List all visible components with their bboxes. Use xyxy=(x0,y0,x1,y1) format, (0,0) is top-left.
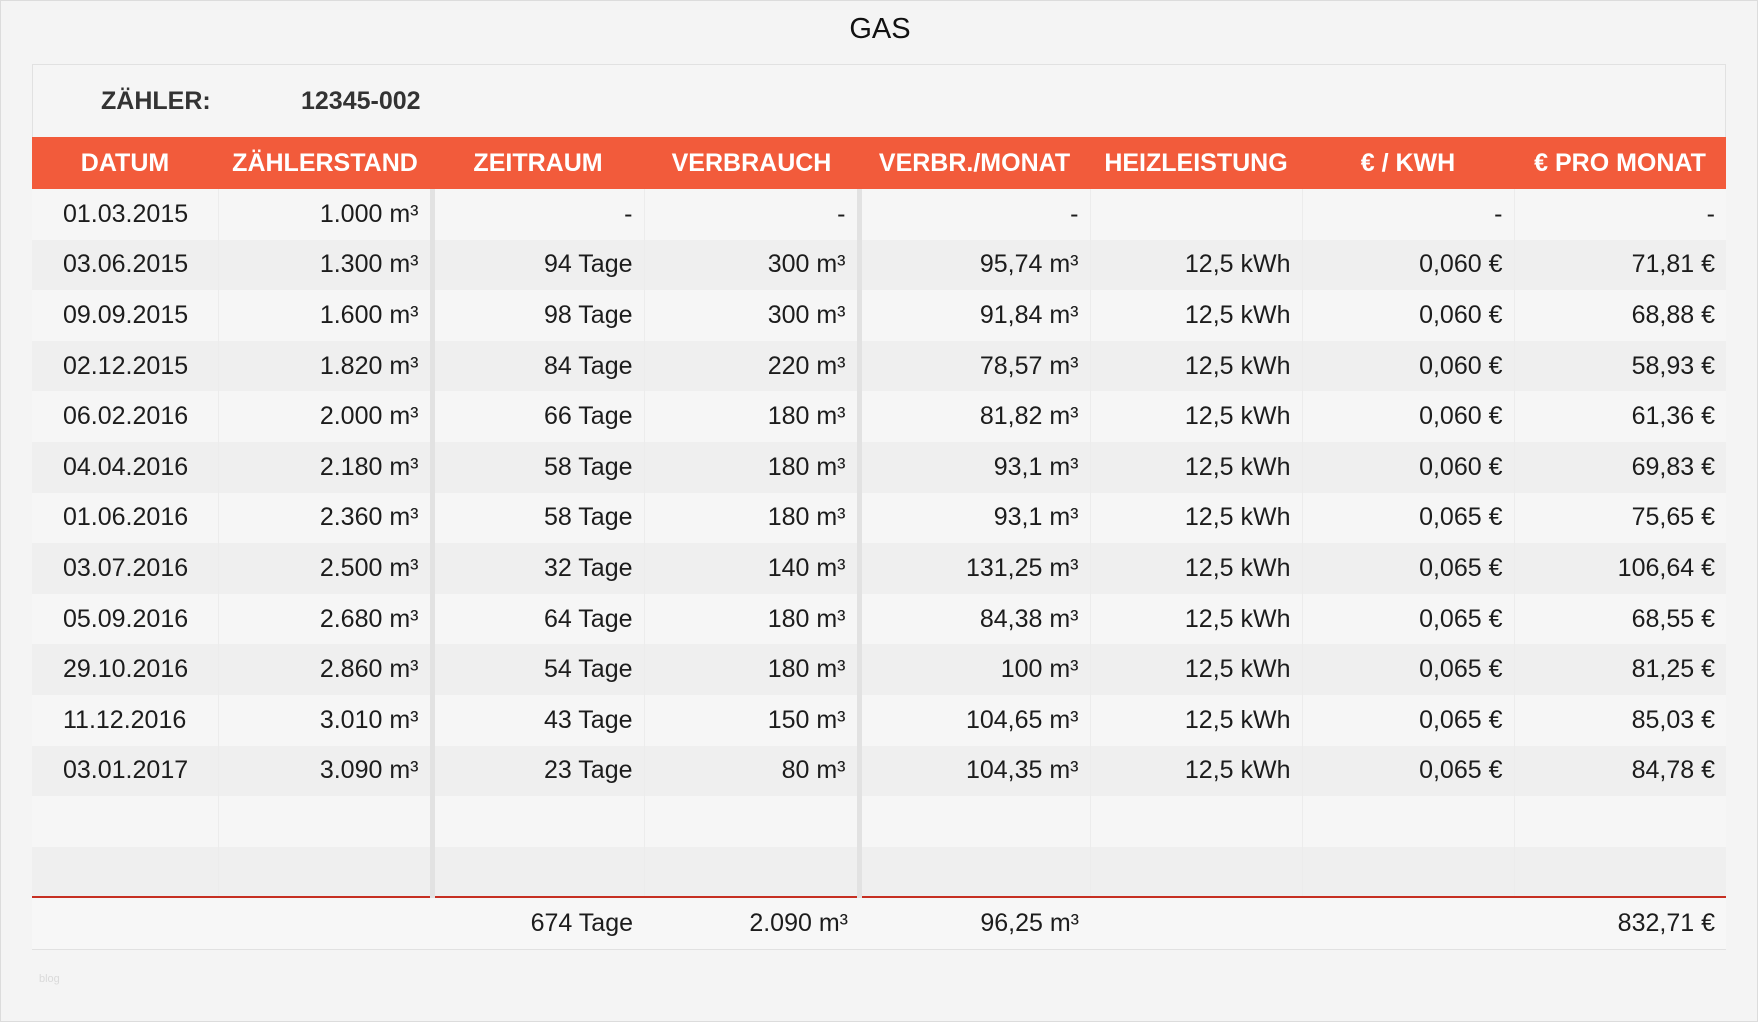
table-header xyxy=(32,137,1726,189)
totals-cell[interactable] xyxy=(218,897,432,949)
table-body xyxy=(32,189,1726,897)
cell-zaehlerstand[interactable]: 3.090 m³ xyxy=(218,746,432,797)
cell-datum[interactable]: 04.04.2016 xyxy=(32,442,218,493)
cell-heizleistung[interactable]: 12,5 kWh xyxy=(1090,240,1302,291)
cell-euro-pro-monat[interactable]: 85,03 € xyxy=(1514,695,1726,746)
cell-zaehlerstand[interactable]: 2.000 m³ xyxy=(218,391,432,442)
cell-datum[interactable]: 02.12.2015 xyxy=(32,341,218,392)
cell-zeitraum[interactable]: 98 Tage xyxy=(432,290,644,341)
cell-zeitraum[interactable]: 58 Tage xyxy=(432,493,644,544)
cell-zeitraum[interactable]: 23 Tage xyxy=(432,746,644,797)
cell-verbrauch-monat[interactable]: 131,25 m³ xyxy=(859,543,1090,594)
cell-heizleistung[interactable]: 12,5 kWh xyxy=(1090,442,1302,493)
cell-zeitraum[interactable]: 32 Tage xyxy=(432,543,644,594)
cell-euro-per-kwh[interactable]: 0,065 € xyxy=(1302,746,1514,797)
table-totals xyxy=(32,897,1726,949)
cell-euro-pro-monat[interactable]: 68,88 € xyxy=(1514,290,1726,341)
cell-zaehlerstand[interactable]: 1.000 m³ xyxy=(218,189,432,240)
cell-euro-per-kwh[interactable] xyxy=(1302,847,1514,898)
cell-datum[interactable]: 09.09.2015 xyxy=(32,290,218,341)
cell-zeitraum[interactable]: 54 Tage xyxy=(432,644,644,695)
cell-heizleistung[interactable] xyxy=(1090,189,1302,240)
meter-number: 12345-002 xyxy=(301,87,421,115)
cell-verbrauch[interactable]: 80 m³ xyxy=(644,746,859,797)
cell-euro-pro-monat[interactable] xyxy=(1514,796,1726,847)
cell-verbrauch-monat[interactable]: - xyxy=(859,189,1090,240)
cell-zeitraum[interactable]: 64 Tage xyxy=(432,594,644,645)
cell-datum[interactable]: 03.07.2016 xyxy=(32,543,218,594)
cell-heizleistung[interactable]: 12,5 kWh xyxy=(1090,290,1302,341)
cell-verbrauch[interactable]: 180 m³ xyxy=(644,442,859,493)
cell-zaehlerstand[interactable]: 1.820 m³ xyxy=(218,341,432,392)
cell-euro-pro-monat[interactable]: 58,93 € xyxy=(1514,341,1726,392)
cell-zeitraum[interactable] xyxy=(432,847,644,898)
cell-verbrauch[interactable]: 180 m³ xyxy=(644,391,859,442)
column-header-verbrauch-monat[interactable]: VERBR./MONAT xyxy=(859,137,1090,189)
cell-euro-per-kwh[interactable]: 0,060 € xyxy=(1302,442,1514,493)
table-row xyxy=(32,493,1726,544)
table-row xyxy=(32,796,1726,847)
table-row xyxy=(32,442,1726,493)
cell-verbrauch[interactable]: - xyxy=(644,189,859,240)
meter-label: ZÄHLER: xyxy=(101,87,211,115)
cell-datum[interactable] xyxy=(32,796,218,847)
cell-heizleistung[interactable]: 12,5 kWh xyxy=(1090,746,1302,797)
cell-euro-pro-monat[interactable]: 81,25 € xyxy=(1514,644,1726,695)
header-row xyxy=(32,137,1726,189)
totals-cell[interactable] xyxy=(1302,897,1514,949)
totals-cell-euro-pro-monat[interactable]: 832,71 € xyxy=(1514,897,1726,949)
cell-zeitraum[interactable]: 66 Tage xyxy=(432,391,644,442)
cell-euro-per-kwh[interactable]: - xyxy=(1302,189,1514,240)
cell-datum[interactable]: 01.03.2015 xyxy=(32,189,218,240)
cell-zaehlerstand[interactable]: 3.010 m³ xyxy=(218,695,432,746)
table-row xyxy=(32,240,1726,291)
cell-verbrauch-monat[interactable]: 84,38 m³ xyxy=(859,594,1090,645)
table-row xyxy=(32,644,1726,695)
cell-heizleistung[interactable] xyxy=(1090,796,1302,847)
cell-euro-per-kwh[interactable]: 0,060 € xyxy=(1302,290,1514,341)
totals-cell-verbrauch[interactable]: 2.090 m³ xyxy=(644,897,859,949)
cell-verbrauch-monat[interactable]: 93,1 m³ xyxy=(859,493,1090,544)
cell-verbrauch-monat[interactable]: 93,1 m³ xyxy=(859,442,1090,493)
cell-euro-pro-monat[interactable]: 61,36 € xyxy=(1514,391,1726,442)
cell-zaehlerstand[interactable]: 2.180 m³ xyxy=(218,442,432,493)
cell-verbrauch[interactable]: 150 m³ xyxy=(644,695,859,746)
cell-zeitraum[interactable]: 84 Tage xyxy=(432,341,644,392)
cell-heizleistung[interactable]: 12,5 kWh xyxy=(1090,695,1302,746)
cell-heizleistung[interactable]: 12,5 kWh xyxy=(1090,493,1302,544)
gas-meter-table-card xyxy=(32,64,1726,950)
table-row xyxy=(32,189,1726,240)
cell-euro-per-kwh[interactable]: 0,060 € xyxy=(1302,391,1514,442)
cell-zaehlerstand[interactable]: 2.500 m³ xyxy=(218,543,432,594)
column-header-zaehlerstand[interactable]: ZÄHLERSTAND xyxy=(218,137,432,189)
column-header-euro-per-kwh[interactable]: € / KWH xyxy=(1302,137,1514,189)
cell-euro-pro-monat[interactable]: 68,55 € xyxy=(1514,594,1726,645)
cell-verbrauch-monat[interactable]: 100 m³ xyxy=(859,644,1090,695)
cell-zeitraum[interactable]: 43 Tage xyxy=(432,695,644,746)
cell-verbrauch[interactable]: 180 m³ xyxy=(644,493,859,544)
cell-zeitraum[interactable]: 94 Tage xyxy=(432,240,644,291)
cell-heizleistung[interactable]: 12,5 kWh xyxy=(1090,391,1302,442)
cell-verbrauch-monat[interactable]: 104,35 m³ xyxy=(859,746,1090,797)
cell-datum[interactable] xyxy=(32,847,218,898)
totals-row xyxy=(32,897,1726,949)
table-row xyxy=(32,290,1726,341)
cell-verbrauch[interactable]: 140 m³ xyxy=(644,543,859,594)
cell-euro-per-kwh[interactable]: 0,065 € xyxy=(1302,644,1514,695)
cell-datum[interactable]: 01.06.2016 xyxy=(32,493,218,544)
totals-cell-zeitraum[interactable]: 674 Tage xyxy=(432,897,644,949)
meter-info xyxy=(33,65,1725,137)
cell-zaehlerstand[interactable]: 2.680 m³ xyxy=(218,594,432,645)
consumption-table xyxy=(32,137,1726,949)
column-header-euro-pro-monat[interactable]: € PRO MONAT xyxy=(1514,137,1726,189)
table-row xyxy=(32,695,1726,746)
cell-euro-pro-monat[interactable] xyxy=(1514,847,1726,898)
cell-zaehlerstand[interactable]: 1.600 m³ xyxy=(218,290,432,341)
cell-verbrauch[interactable] xyxy=(644,796,859,847)
cell-euro-pro-monat[interactable]: 106,64 € xyxy=(1514,543,1726,594)
totals-cell[interactable] xyxy=(1090,897,1302,949)
cell-zaehlerstand[interactable]: 1.300 m³ xyxy=(218,240,432,291)
cell-verbrauch-monat[interactable]: 78,57 m³ xyxy=(859,341,1090,392)
cell-zeitraum[interactable] xyxy=(432,796,644,847)
cell-verbrauch-monat[interactable]: 95,74 m³ xyxy=(859,240,1090,291)
cell-datum[interactable]: 29.10.2016 xyxy=(32,644,218,695)
cell-datum[interactable]: 11.12.2016 xyxy=(32,695,218,746)
cell-zaehlerstand[interactable]: 2.860 m³ xyxy=(218,644,432,695)
cell-datum[interactable]: 05.09.2016 xyxy=(32,594,218,645)
cell-verbrauch[interactable]: 220 m³ xyxy=(644,341,859,392)
cell-verbrauch[interactable]: 180 m³ xyxy=(644,644,859,695)
table-row xyxy=(32,746,1726,797)
cell-heizleistung[interactable] xyxy=(1090,847,1302,898)
cell-verbrauch-monat[interactable] xyxy=(859,796,1090,847)
table-row xyxy=(32,391,1726,442)
cell-verbrauch[interactable]: 300 m³ xyxy=(644,290,859,341)
cell-verbrauch-monat[interactable]: 91,84 m³ xyxy=(859,290,1090,341)
cell-euro-per-kwh[interactable]: 0,065 € xyxy=(1302,594,1514,645)
cell-verbrauch-monat[interactable]: 104,65 m³ xyxy=(859,695,1090,746)
cell-heizleistung[interactable]: 12,5 kWh xyxy=(1090,644,1302,695)
cell-euro-pro-monat[interactable]: 84,78 € xyxy=(1514,746,1726,797)
cell-euro-per-kwh[interactable]: 0,060 € xyxy=(1302,341,1514,392)
cell-verbrauch-monat[interactable]: 81,82 m³ xyxy=(859,391,1090,442)
cell-euro-pro-monat[interactable]: - xyxy=(1514,189,1726,240)
cell-euro-per-kwh[interactable]: 0,060 € xyxy=(1302,240,1514,291)
table-row xyxy=(32,594,1726,645)
table-row xyxy=(32,341,1726,392)
cell-euro-per-kwh[interactable]: 0,065 € xyxy=(1302,493,1514,544)
cell-datum[interactable]: 03.01.2017 xyxy=(32,746,218,797)
column-header-zeitraum[interactable]: ZEITRAUM xyxy=(432,137,644,189)
column-header-datum[interactable]: DATUM xyxy=(32,137,218,189)
watermark-logo: blog xyxy=(39,973,60,985)
cell-datum[interactable]: 06.02.2016 xyxy=(32,391,218,442)
table-row xyxy=(32,543,1726,594)
cell-euro-pro-monat[interactable]: 69,83 € xyxy=(1514,442,1726,493)
cell-heizleistung[interactable]: 12,5 kWh xyxy=(1090,341,1302,392)
cell-euro-pro-monat[interactable]: 75,65 € xyxy=(1514,493,1726,544)
cell-verbrauch-monat[interactable] xyxy=(859,847,1090,898)
totals-cell-verbrauch-monat[interactable]: 96,25 m³ xyxy=(859,897,1090,949)
cell-zaehlerstand[interactable]: 2.360 m³ xyxy=(218,493,432,544)
table-row xyxy=(32,847,1726,898)
cell-euro-per-kwh[interactable]: 0,065 € xyxy=(1302,695,1514,746)
cell-datum[interactable]: 03.06.2015 xyxy=(32,240,218,291)
cell-heizleistung[interactable]: 12,5 kWh xyxy=(1090,543,1302,594)
cell-euro-pro-monat[interactable]: 71,81 € xyxy=(1514,240,1726,291)
totals-cell[interactable] xyxy=(32,897,218,949)
page-title: GAS xyxy=(849,13,911,45)
column-header-verbrauch[interactable]: VERBRAUCH xyxy=(644,137,859,189)
cell-verbrauch[interactable]: 300 m³ xyxy=(644,240,859,291)
column-header-heizleistung[interactable]: HEIZLEISTUNG xyxy=(1090,137,1302,189)
cell-heizleistung[interactable]: 12,5 kWh xyxy=(1090,594,1302,645)
cell-zaehlerstand[interactable] xyxy=(218,847,432,898)
cell-verbrauch[interactable]: 180 m³ xyxy=(644,594,859,645)
cell-zeitraum[interactable]: 58 Tage xyxy=(432,442,644,493)
cell-euro-per-kwh[interactable] xyxy=(1302,796,1514,847)
cell-zaehlerstand[interactable] xyxy=(218,796,432,847)
cell-zeitraum[interactable]: - xyxy=(432,189,644,240)
cell-verbrauch[interactable] xyxy=(644,847,859,898)
cell-euro-per-kwh[interactable]: 0,065 € xyxy=(1302,543,1514,594)
